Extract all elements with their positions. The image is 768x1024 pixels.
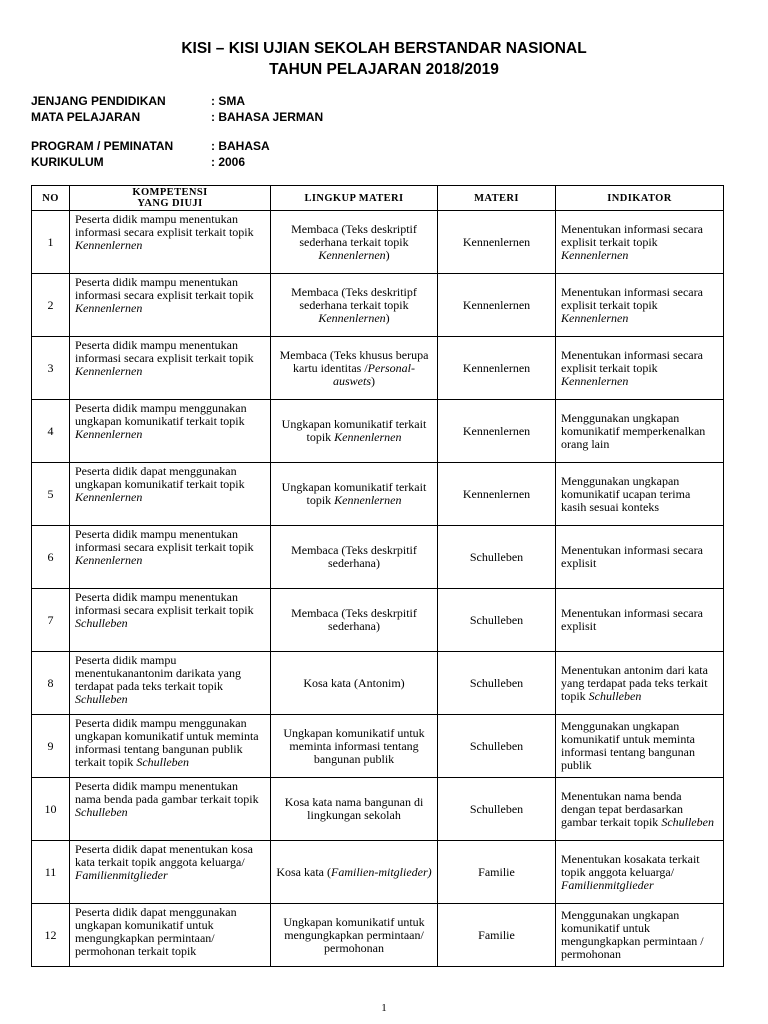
header-kompetensi	[70, 186, 271, 211]
text-segment: Ungkapan komunikatif untuk meminta informasi tentang bangunan publik	[283, 725, 425, 766]
cell-kompetensi	[70, 778, 271, 841]
cell-kompetensi	[70, 526, 271, 589]
cell-materi: Schulleben	[438, 715, 556, 778]
text-segment: Kosa kata nama bangunan di lingkungan sekolah	[284, 795, 424, 822]
text-segment: Peserta didik dapat menentukan kosa kata terkait topik anggota keluarga/	[75, 842, 253, 869]
cell-lingkup-materi	[271, 526, 438, 589]
table-row	[32, 904, 724, 967]
italic-term: Familienmitglieder	[561, 877, 654, 892]
table-row	[32, 337, 724, 400]
cell-no: 1	[32, 211, 70, 274]
cell-no: 9	[32, 715, 70, 778]
meta-row-kurikulum	[31, 154, 270, 170]
italic-term: Schulleben	[75, 805, 128, 819]
italic-term: Kennenlernen	[334, 493, 402, 507]
cell-indikator	[556, 211, 724, 274]
cell-no: 8	[32, 652, 70, 715]
italic-term: Schulleben	[661, 814, 714, 829]
cell-materi: Familie	[438, 841, 556, 904]
italic-term: Kennenlernen	[75, 238, 143, 252]
cell-lingkup-materi	[271, 904, 438, 967]
header-materi: MATERI	[438, 186, 556, 211]
cell-lingkup-materi	[271, 400, 438, 463]
text-segment: Menentukan informasi secara explisit terkait topik	[561, 347, 703, 375]
italic-term: Kennenlernen	[334, 430, 402, 444]
text-segment: Menentukan nama benda dengan tepat berdasarkan gambar terkait topik	[561, 788, 683, 829]
cell-kompetensi	[70, 841, 271, 904]
table-row	[32, 526, 724, 589]
cell-no: 4	[32, 400, 70, 463]
cell-no: 10	[32, 778, 70, 841]
cell-lingkup-materi	[271, 589, 438, 652]
meta-label: PROGRAM / PEMINATAN	[31, 139, 174, 153]
meta-value: : BAHASA	[211, 139, 270, 153]
text-segment: Peserta didik mampu menentukan informasi secara explisit terkait topik	[75, 590, 254, 617]
cell-kompetensi	[70, 904, 271, 967]
cell-materi: Schulleben	[438, 652, 556, 715]
table-header-row	[32, 186, 724, 211]
italic-term: Kennenlernen	[561, 310, 629, 325]
table-row	[32, 400, 724, 463]
italic-term: Kennenlernen	[75, 553, 143, 567]
header-lingkup-materi: LINGKUP MATERI	[271, 186, 438, 211]
italic-term: Kennenlernen	[561, 373, 629, 388]
italic-term: Schulleben	[75, 692, 128, 706]
table-row	[32, 463, 724, 526]
cell-materi: Familie	[438, 904, 556, 967]
cell-indikator	[556, 400, 724, 463]
cell-indikator	[556, 904, 724, 967]
cell-indikator	[556, 463, 724, 526]
header-kompetensi-line2: YANG DIUJI	[137, 198, 203, 209]
italic-term: Kennenlernen	[75, 301, 143, 315]
text-segment: Menggunakan ungkapan komunikatif untuk mengungkapkan permintaan / permohonan	[561, 908, 704, 961]
text-segment: Peserta didik mampu menentukan informasi secara explisit terkait topik	[75, 338, 254, 365]
cell-materi: Schulleben	[438, 778, 556, 841]
meta-row-program	[31, 138, 270, 154]
italic-term: Kennenlernen	[318, 247, 386, 262]
cell-lingkup-materi	[271, 274, 438, 337]
text-segment: Peserta didik dapat menggunakan ungkapan komunikatif terkait topik	[75, 464, 245, 491]
text-segment: Peserta didik mampu menentukan nama benda pada gambar terkait topik	[75, 779, 259, 806]
header-no: NO	[32, 186, 70, 211]
cell-indikator	[556, 652, 724, 715]
cell-materi: Schulleben	[438, 589, 556, 652]
cell-no: 6	[32, 526, 70, 589]
italic-term: Familienmitglieder	[75, 868, 168, 882]
text-segment: Menggunakan ungkapan komunikatif ucapan terima kasih sesuai konteks	[561, 473, 691, 514]
cell-lingkup-materi	[271, 841, 438, 904]
document-title: KISI – KISI UJIAN SEKOLAH BERSTANDAR NASIONAL	[181, 40, 587, 57]
italic-term: Kennenlernen	[75, 427, 143, 441]
cell-lingkup-materi	[271, 337, 438, 400]
text-segment: Peserta didik mampu menentukan informasi secara explisit terkait topik	[75, 527, 254, 554]
text-segment: Ungkapan komunikatif terkait topik	[281, 480, 427, 507]
text-segment: Membaca (Teks khusus berupa kartu identitas /	[279, 347, 429, 375]
cell-kompetensi	[70, 337, 271, 400]
italic-term: Schulleben	[588, 688, 642, 703]
cell-kompetensi	[70, 652, 271, 715]
meta-label: KURIKULUM	[31, 155, 104, 169]
meta-value: : 2006	[211, 155, 246, 169]
italic-term: Kennenlernen	[561, 247, 629, 262]
cell-lingkup-materi	[271, 778, 438, 841]
cell-materi: Kennenlernen	[438, 274, 556, 337]
meta-row-jenjang	[31, 93, 323, 109]
text-segment: Menentukan informasi secara explisit	[561, 606, 703, 633]
italic-term: Familien-mitglieder)	[331, 864, 432, 879]
cell-no: 2	[32, 274, 70, 337]
table-row	[32, 778, 724, 841]
text-segment: Membaca (Teks deskrpitif sederhana)	[291, 543, 417, 570]
cell-indikator	[556, 337, 724, 400]
italic-term: Personal-auswets	[332, 360, 415, 388]
cell-indikator	[556, 841, 724, 904]
text-segment: Kosa kata (Antonim)	[303, 675, 405, 690]
text-segment: Peserta didik dapat menggunakan ungkapan komunikatif untuk mengungkapkan permintaan/ permohonan terkait topik	[75, 905, 237, 958]
meta-block-1	[31, 93, 323, 125]
page-number: 1	[381, 1002, 387, 1014]
document-subtitle: TAHUN PELAJARAN 2018/2019	[269, 61, 499, 78]
cell-materi: Kennenlernen	[438, 337, 556, 400]
kisi-table	[31, 185, 724, 967]
text-segment: Ungkapan komunikatif terkait topik	[281, 417, 427, 444]
table-row	[32, 841, 724, 904]
cell-lingkup-materi	[271, 211, 438, 274]
table-row	[32, 211, 724, 274]
meta-block-2	[31, 138, 270, 170]
text-segment: Menentukan informasi secara explisit terkait topik	[561, 221, 703, 249]
cell-kompetensi	[70, 715, 271, 778]
text-segment: )	[385, 247, 390, 262]
text-segment: Peserta didik mampu menggunakan ungkapan komunikatif untuk meminta informasi tentang bangunan publik terkait topik	[75, 716, 259, 769]
italic-term: Kennenlernen	[75, 364, 143, 378]
cell-no: 5	[32, 463, 70, 526]
meta-value: : BAHASA JERMAN	[211, 110, 324, 124]
text-segment: Membaca (Teks deskrpitif sederhana)	[291, 606, 417, 633]
meta-label: MATA PELAJARAN	[31, 110, 141, 124]
text-segment: Kosa kata (	[276, 864, 331, 879]
text-segment: Menentukan informasi secara explisit	[561, 543, 703, 570]
text-segment: Menentukan antonim dari kata yang terdapat pada teks terkait topik	[561, 662, 708, 703]
text-segment: Peserta didik mampu menentukanantonim darikata yang terdapat pada teks terkait topik	[75, 653, 241, 693]
table-body	[32, 211, 724, 967]
table-row	[32, 589, 724, 652]
header-indikator: INDIKATOR	[556, 186, 724, 211]
table-row	[32, 715, 724, 778]
cell-indikator	[556, 715, 724, 778]
cell-materi: Kennenlernen	[438, 463, 556, 526]
text-segment: Menentukan informasi secara explisit terkait topik	[561, 284, 703, 312]
cell-no: 7	[32, 589, 70, 652]
text-segment: Menentukan kosakata terkait topik anggota keluarga/	[561, 851, 700, 879]
italic-term: Kennenlernen	[75, 490, 143, 504]
cell-materi: Kennenlernen	[438, 400, 556, 463]
text-segment: )	[385, 310, 390, 325]
cell-kompetensi	[70, 589, 271, 652]
meta-value: : SMA	[211, 94, 245, 108]
text-segment: Membaca (Teks deskriptif sederhana terkait topik	[291, 221, 417, 249]
cell-kompetensi	[70, 211, 271, 274]
cell-materi: Schulleben	[438, 526, 556, 589]
cell-kompetensi	[70, 463, 271, 526]
table-row	[32, 274, 724, 337]
cell-indikator	[556, 274, 724, 337]
cell-lingkup-materi	[271, 652, 438, 715]
cell-indikator	[556, 526, 724, 589]
meta-row-mapel	[31, 109, 323, 125]
cell-lingkup-materi	[271, 463, 438, 526]
cell-indikator	[556, 589, 724, 652]
italic-term: Kennenlernen	[318, 310, 386, 325]
italic-term: Schulleben	[136, 755, 189, 769]
text-segment: Ungkapan komunikatif untuk mengungkapkan permintaan/ permohonan	[283, 914, 425, 955]
cell-indikator	[556, 778, 724, 841]
cell-kompetensi	[70, 400, 271, 463]
text-segment: Peserta didik mampu menentukan informasi secara explisit terkait topik	[75, 275, 254, 302]
cell-lingkup-materi	[271, 715, 438, 778]
text-segment: Membaca (Teks deskritipf sederhana terkait topik	[291, 284, 417, 312]
text-segment: Peserta didik mampu menentukan informasi secara explisit terkait topik	[75, 212, 254, 239]
text-segment: Peserta didik mampu menggunakan ungkapan komunikatif terkait topik	[75, 401, 247, 428]
header-kompetensi-line1: KOMPETENSI	[132, 187, 208, 198]
italic-term: Schulleben	[75, 616, 128, 630]
text-segment: Menggunakan ungkapan komunikatif untuk meminta informasi tentang bangunan publik	[561, 719, 695, 772]
cell-kompetensi	[70, 274, 271, 337]
cell-no: 11	[32, 841, 70, 904]
text-segment: )	[371, 373, 375, 388]
text-segment: Menggunakan ungkapan komunikatif memperkenalkan orang lain	[561, 410, 706, 451]
table-row	[32, 652, 724, 715]
meta-label: JENJANG PENDIDIKAN	[31, 94, 166, 108]
cell-no: 12	[32, 904, 70, 967]
cell-no: 3	[32, 337, 70, 400]
cell-materi: Kennenlernen	[438, 211, 556, 274]
